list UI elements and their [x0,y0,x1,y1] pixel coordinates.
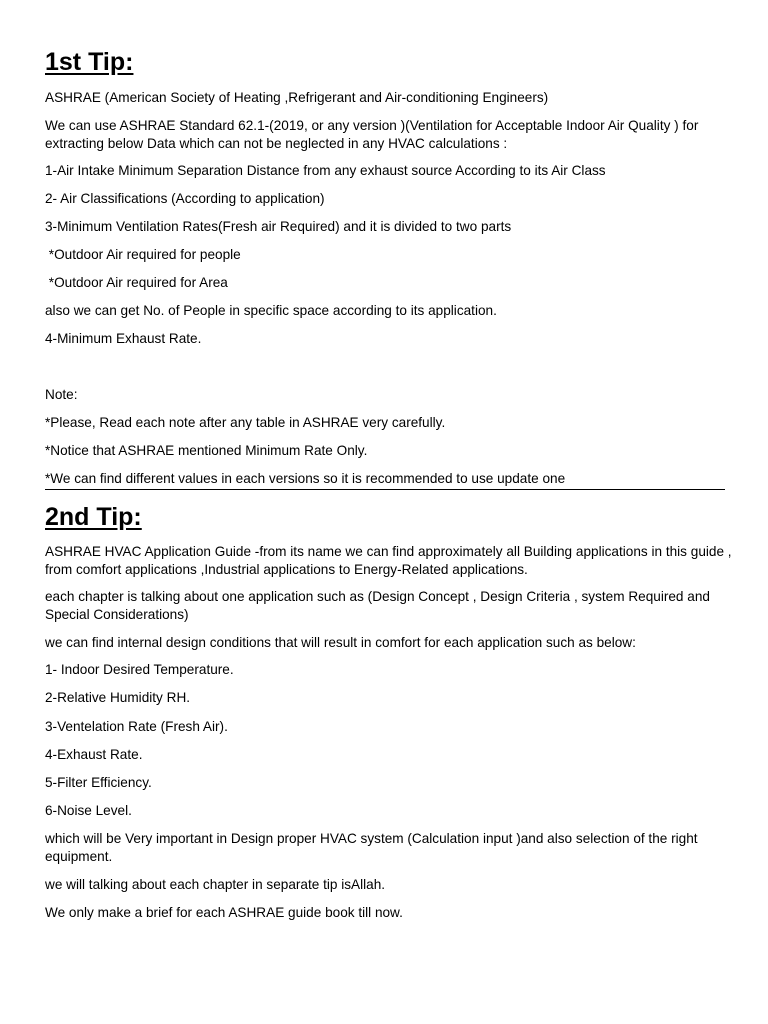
tip1-standard-intro: We can use ASHRAE Standard 62.1-(2019, or any version )(Ventilation for Acceptable Indoor Air Quality ) for extracting below Data which can not be neglected in any HVAC calculations : [45,118,699,151]
tip2-item-5: 5-Filter Efficiency. [45,775,152,790]
tip2-item-4: 4-Exhaust Rate. [45,747,143,762]
tip1-item-3: 3-Minimum Ventilation Rates(Fresh air Required) and it is divided to two parts [45,219,512,234]
tip1-ashrae-definition: ASHRAE (American Society of Heating ,Refrigerant and Air-conditioning Engineers) [45,90,549,105]
tip1-people-note: also we can get No. of People in specific space according to its application. [45,303,497,318]
section-divider [45,489,725,490]
tip2-heading: 2nd Tip: [45,503,142,531]
tip1-note-label: Note: [45,387,78,402]
tip1-heading: 1st Tip: [45,48,134,76]
tip1-item-3-sub-people: *Outdoor Air required for people [45,247,241,262]
tip1-item-2: 2- Air Classifications (According to application) [45,191,325,206]
tip1-item-4: 4-Minimum Exhaust Rate. [45,331,202,346]
tip1-item-1: 1-Air Intake Minimum Separation Distance from any exhaust source According to its Air Class [45,163,606,178]
tip2-next-tip-note: we will talking about each chapter in separate tip isAllah. [45,877,386,892]
tip2-guide-intro: ASHRAE HVAC Application Guide -from its name we can find approximately all Building applications in this guide , from comfort applications ,Industrial applications to Energy-Related applications. [45,544,732,577]
tip1-item-3-sub-area: *Outdoor Air required for Area [45,275,228,290]
tip2-conditions-intro: we can find internal design conditions that will result in comfort for each application such as below: [45,635,636,650]
tip2-item-3: 3-Ventelation Rate (Fresh Air). [45,719,228,734]
tip1-note-3: *We can find different values in each versions so it is recommended to use update one [45,471,566,486]
tip2-chapter-description: each chapter is talking about one application such as (Design Concept , Design Criteria , system Required and Special Considerations) [45,589,710,622]
tip2-item-2: 2-Relative Humidity RH. [45,690,191,705]
tip2-brief-note: We only make a brief for each ASHRAE guide book till now. [45,905,403,920]
tip1-note-2: *Notice that ASHRAE mentioned Minimum Rate Only. [45,443,368,458]
tip2-item-6: 6-Noise Level. [45,803,132,818]
tip1-note-1: *Please, Read each note after any table in ASHRAE very carefully. [45,415,446,430]
tip2-item-1: 1- Indoor Desired Temperature. [45,662,234,677]
tip2-importance-note: which will be Very important in Design proper HVAC system (Calculation input )and also selection of the right equipment. [45,831,698,864]
